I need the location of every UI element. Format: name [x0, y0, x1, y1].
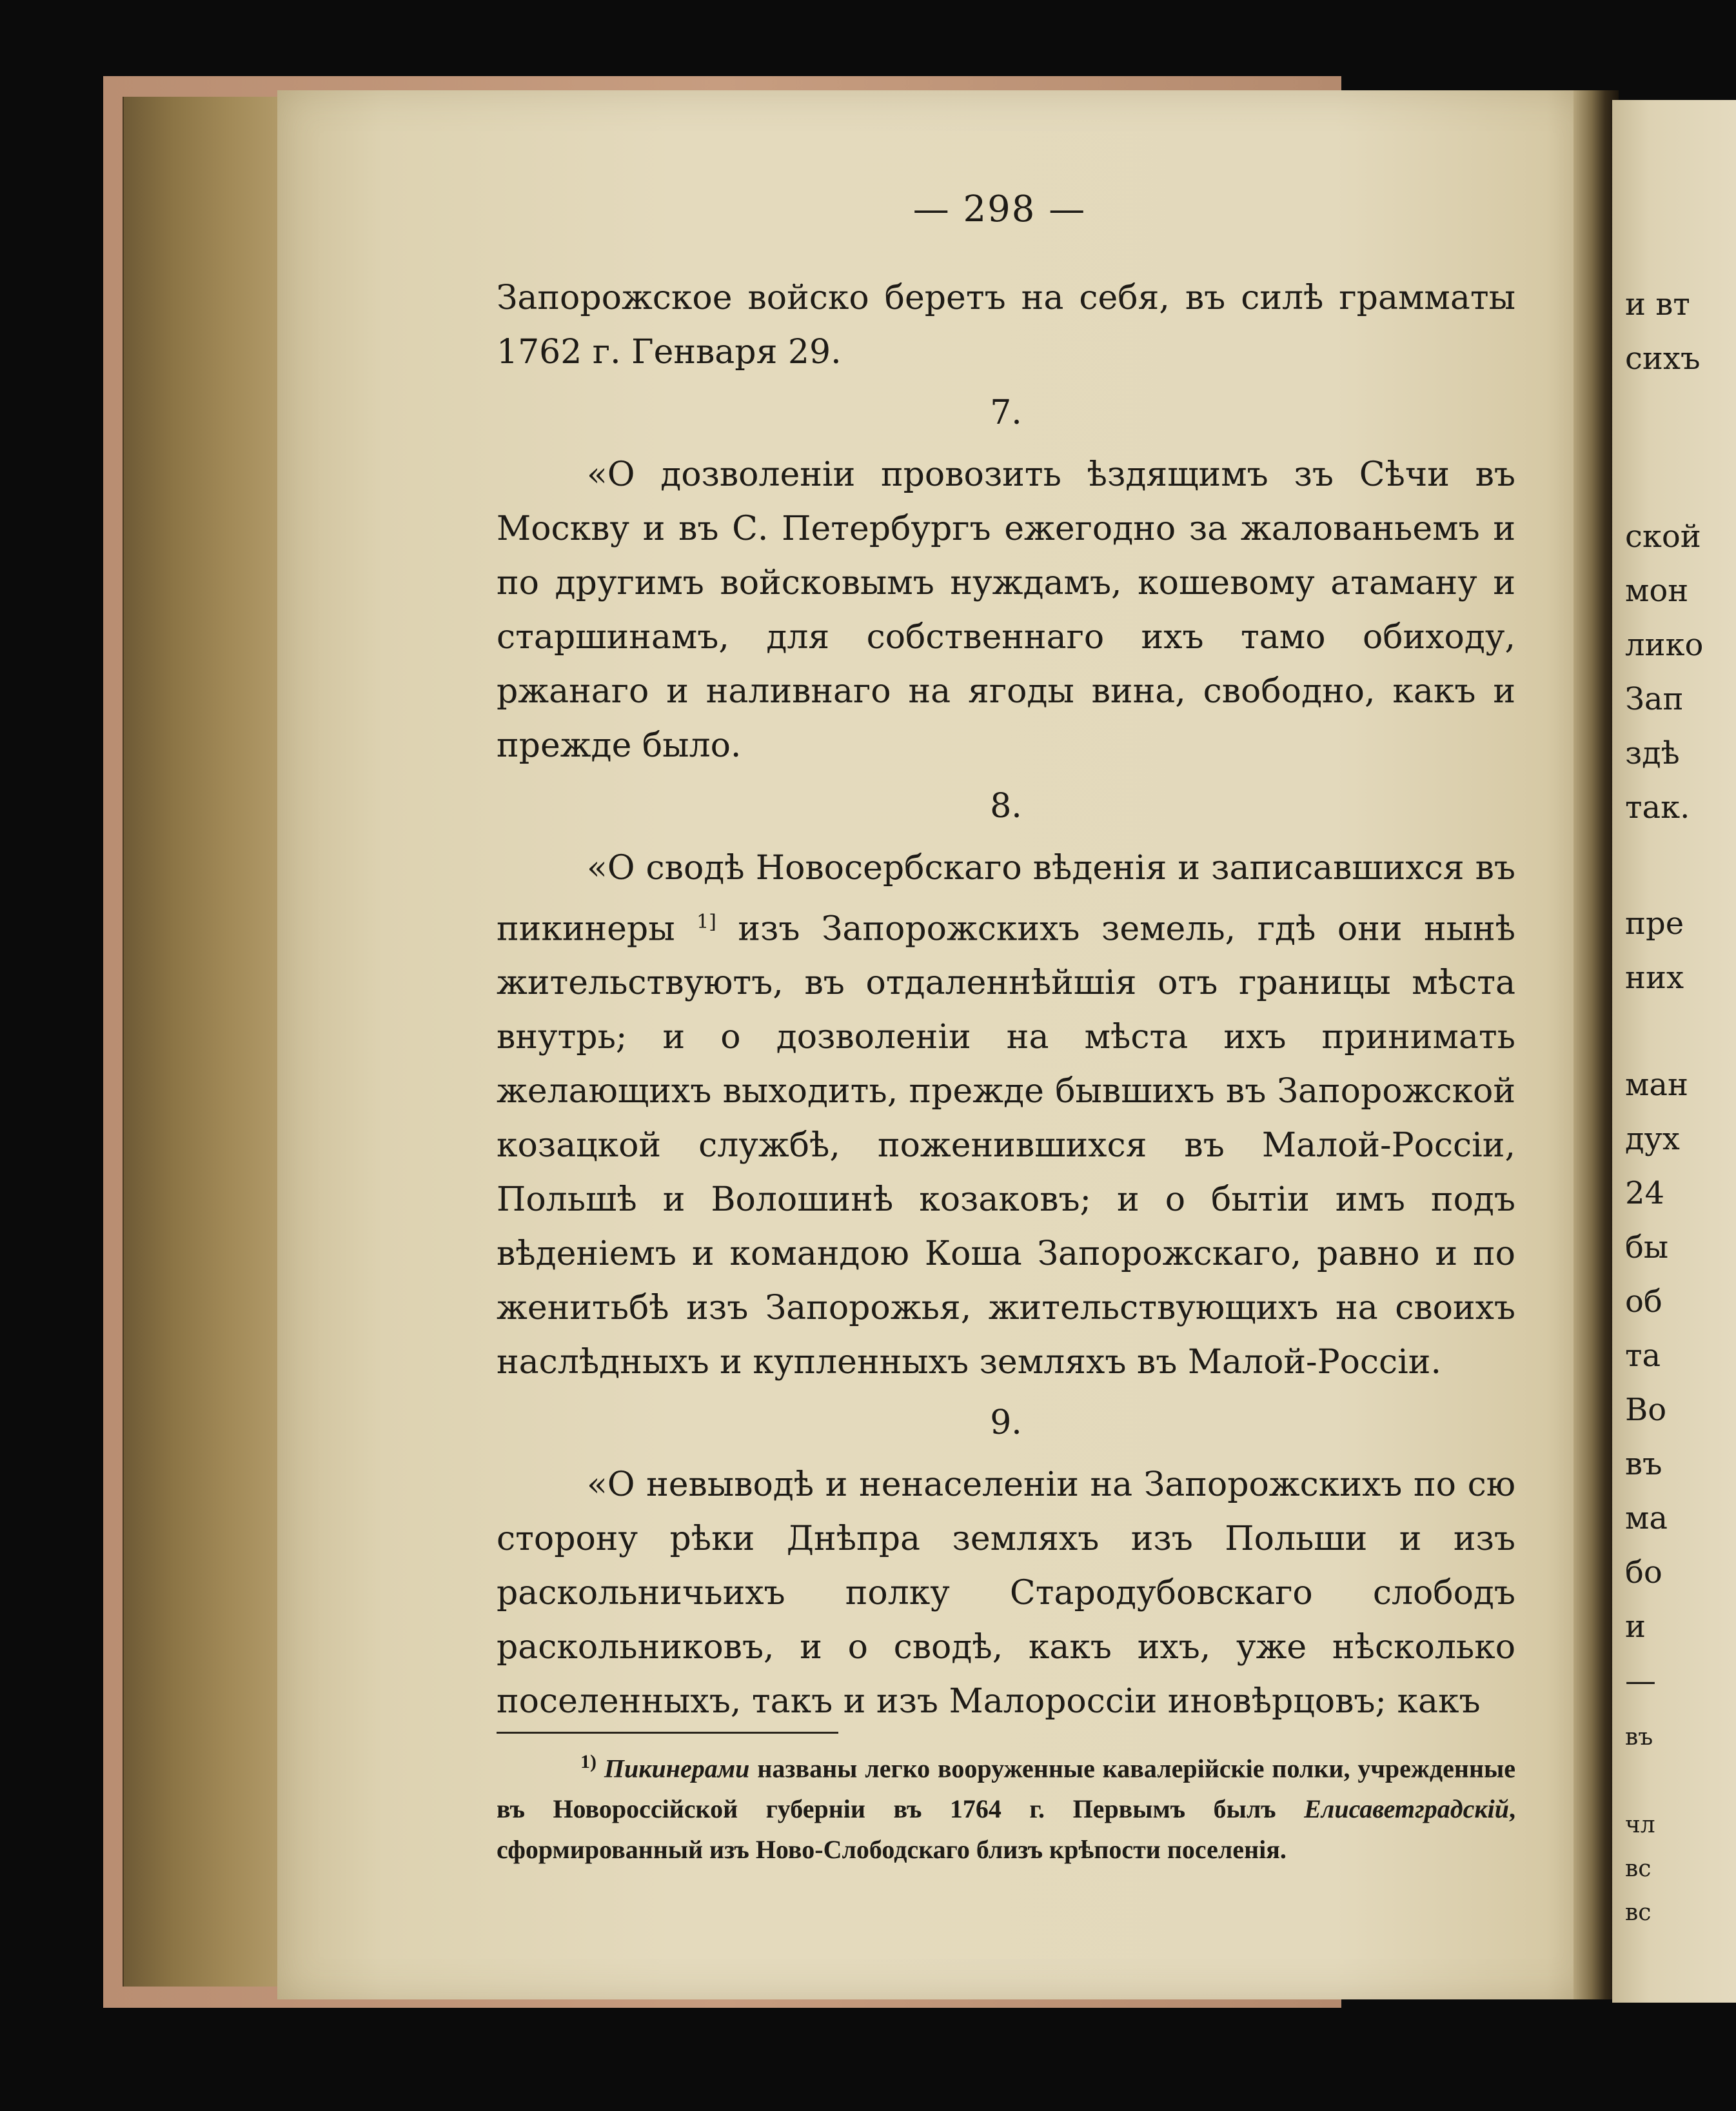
right-page-text-bottom: въ чл вс вс: [1625, 1724, 1655, 1926]
page-body: [497, 271, 1515, 1729]
paragraph-intro: Запорожское войско беретъ на себя, въ силѣ грамматы 1762 г. Генваря 29.: [497, 279, 1515, 372]
section-number-9: 9.: [990, 1403, 1022, 1443]
footnote: [497, 1741, 1515, 1870]
right-page-text-mid: ской мон лико Зап здѣ так.: [1625, 519, 1704, 826]
paragraph-8-rest: изъ Запорожскихъ земель, гдѣ они нынѣ жительствуютъ, въ отдаленнѣйшія отъ границы мѣста внутрь; и о дозволеніи на мѣста ихъ принимать желающихъ выходить, прежде бывшихъ въ Запорожской козацкой службѣ, поженившихся въ Малой-Россіи, Польшѣ и Волошинѣ козаковъ; и о бытіи имъ подъ вѣденіемъ и командою Коша Запорожскаго, равно и по женитьбѣ изъ Запорожья, жительствующихъ на своихъ наслѣдныхъ и купленныхъ земляхъ въ Малой-Россіи.: [497, 909, 1515, 1382]
footnote-text-b: , сформированный изъ Ново-Слободскаго близъ крѣпости поселенія.: [497, 1794, 1515, 1865]
right-page-text-low: ман дух 24 бы об та Во въ ма бо и —: [1625, 1067, 1688, 1699]
footnote-reference: 1]: [696, 911, 716, 933]
paragraph-8: [497, 841, 1515, 1389]
footnote-term-2: Елисаветградскій: [1304, 1794, 1509, 1824]
footnote-text-a: названы легко вооруженные кавалерійскіе полки, учрежденные въ Новороссійской губерніи въ 1764 г. Первымъ былъ: [497, 1754, 1515, 1824]
paragraph-9: «О невыводѣ и ненаселеніи на Запорожскихъ по сю сторону рѣки Днѣпра земляхъ изъ Польши и изъ раскольничьихъ полку Стародубовскаго слободъ раскольниковъ, и о сводѣ, какъ ихъ, уже нѣсколько поселенныхъ, такъ и изъ Малороссіи иновѣрцовъ; какъ: [497, 1465, 1515, 1721]
paragraph-8-start: «О сводѣ Новосербскаго вѣденія и записавшихся въ пикинеры: [497, 849, 1515, 949]
page-number: — 298 —: [912, 188, 1087, 230]
right-page-text-mid2: пре них: [1625, 906, 1684, 996]
section-number-8: 8.: [990, 787, 1022, 826]
section-number-7: 7.: [990, 393, 1022, 432]
right-page-text-top: и вт сихъ: [1625, 286, 1701, 377]
paragraph-7: «О дозволеніи провозить ѣздящимъ зъ Сѣчи въ Москву и въ С. Петербургъ ежегодно за жалованьемъ и по другимъ войсковымъ нуждамъ, кошевому атаману и старшинамъ, для собственнаго ихъ тамо обиходу, ржанаго и наливнаго на ягоды вина, свободно, какъ и прежде было.: [497, 455, 1515, 765]
footnote-marker: 1): [580, 1751, 597, 1772]
footnote-divider: [497, 1732, 838, 1734]
footnote-term: Пикинерами: [604, 1754, 750, 1783]
